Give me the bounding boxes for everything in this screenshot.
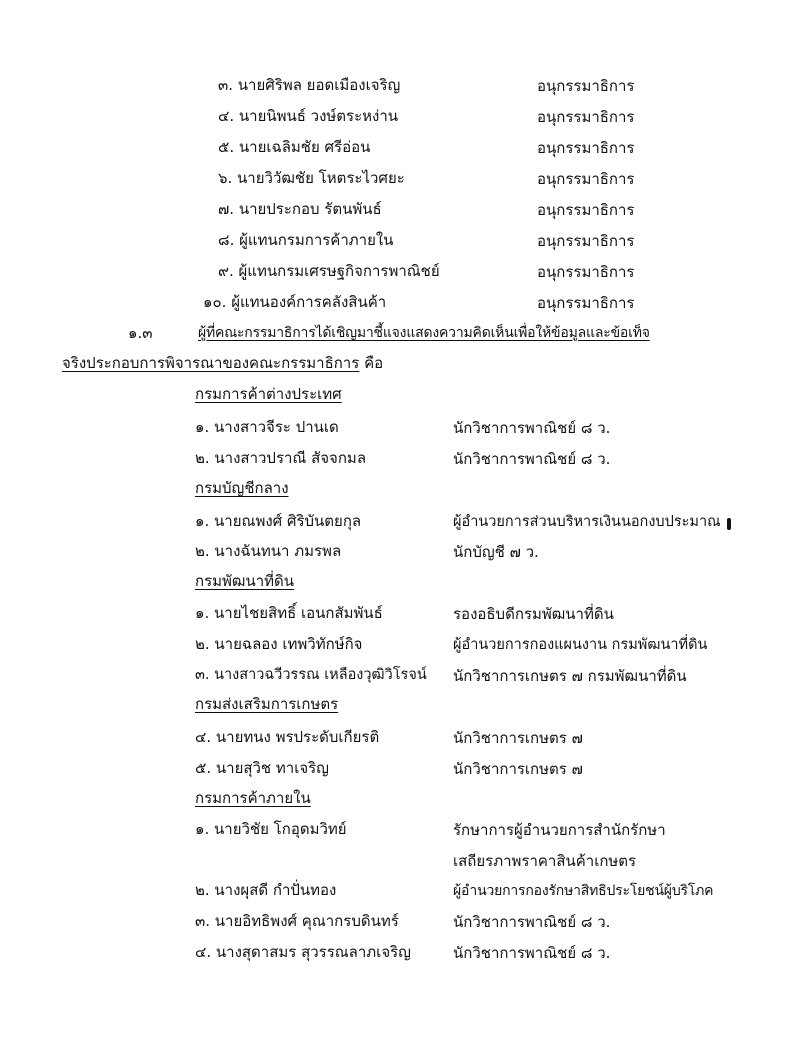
person-name: ๑. นายวิชัย โกอุดมวิทย์ xyxy=(195,820,347,838)
group-heading: กรมพัฒนาที่ดิน xyxy=(195,572,295,590)
committee-member-name: ๑๐. ผู้แทนองค์การคลังสินค้า xyxy=(203,293,387,311)
committee-member-name: ๘. ผู้แทนกรมการค้าภายใน xyxy=(218,231,394,249)
committee-member-name: ๔. นายนิพนธ์ วงษ์ตระหง่าน xyxy=(218,107,399,125)
committee-member-role: อนุกรรมาธิการ xyxy=(537,263,635,281)
committee-member-role: อนุกรรมาธิการ xyxy=(537,294,635,312)
person-position: นักวิชาการเกษตร ๗ xyxy=(453,760,583,778)
person-position-continued: เสถียรภาพราคาสินค้าเกษตร xyxy=(453,852,637,870)
person-name: ๔. นางสุดาสมร สุวรรณลาภเจริญ xyxy=(195,943,411,961)
person-name: ๒. นายฉลอง เทพวิทักษ์กิจ xyxy=(195,635,363,653)
person-position: นักวิชาการพาณิชย์ ๘ ว. xyxy=(453,944,611,962)
margin-mark xyxy=(727,518,731,530)
person-name: ๑. นายณพงศ์ ศิริบันตยกุล xyxy=(195,512,362,530)
person-name: ๕. นายสุวิช ทาเจริญ xyxy=(195,759,329,777)
person-name: ๓. นายอิทธิพงศ์ คุณากรบดินทร์ xyxy=(195,912,399,930)
committee-member-name: ๓. นายศิริพล ยอดเมืองเจริญ xyxy=(218,76,401,94)
section-number: ๑.๓ xyxy=(128,324,153,342)
person-position: นักวิชาการพาณิชย์ ๘ ว. xyxy=(453,419,611,437)
person-position: นักวิชาการพาณิชย์ ๘ ว. xyxy=(453,450,611,468)
committee-member-name: ๕. นายเฉลิมชัย ศรีอ่อน xyxy=(218,138,371,156)
section-heading-line2-underlined: จริงประกอบการพิจารณาของคณะกรรมาธิการ xyxy=(62,354,360,372)
person-position: นักวิชาการเกษตร ๗ xyxy=(453,729,583,747)
section-heading-line2-tail: คือ xyxy=(359,354,384,372)
committee-member-name: ๖. นายวิวัฒชัย โหตระไวศยะ xyxy=(218,169,405,187)
person-position: ผู้อำนวยการส่วนบริหารเงินนอกงบประมาณ xyxy=(453,514,721,530)
committee-member-role: อนุกรรมาธิการ xyxy=(537,77,635,95)
committee-member-role: อนุกรรมาธิการ xyxy=(537,201,635,219)
person-name: ๒. นางผุสดี กำปั่นทอง xyxy=(195,881,337,899)
person-name: ๒. นางฉันทนา ภมรพล xyxy=(195,542,342,560)
committee-member-role: อนุกรรมาธิการ xyxy=(537,108,635,126)
person-position: นักวิชาการพาณิชย์ ๘ ว. xyxy=(453,913,611,931)
person-name: ๒. นางสาวปราณี สัจจกมล xyxy=(195,449,367,467)
group-heading: กรมส่งเสริมการเกษตร xyxy=(195,695,339,713)
group-heading: กรมการค้าภายใน xyxy=(195,789,311,807)
committee-member-role: อนุกรรมาธิการ xyxy=(537,139,635,157)
person-position: นักวิชาการเกษตร ๗ กรมพัฒนาที่ดิน xyxy=(453,667,687,685)
person-position: รองอธิบดีกรมพัฒนาที่ดิน xyxy=(453,605,614,623)
group-heading: กรมบัญชีกลาง xyxy=(195,479,289,497)
committee-member-role: อนุกรรมาธิการ xyxy=(537,232,635,250)
person-name: ๑. นายไชยสิทธิ์ เอนกสัมพันธ์ xyxy=(195,604,383,622)
person-position: นักบัญชี ๗ ว. xyxy=(453,543,539,561)
person-position: ผู้อำนวยการกองแผนงาน กรมพัฒนาที่ดิน xyxy=(453,637,708,653)
person-position: รักษาการผู้อำนวยการสำนักรักษา xyxy=(453,821,666,839)
person-position: ผู้อำนวยการกองรักษาสิทธิประโยชน์ผู้บริโภค xyxy=(453,883,714,899)
person-name: ๑. นางสาวจีระ ปานเด xyxy=(195,418,339,436)
person-name: ๔. นายทนง พรประดับเกียรติ xyxy=(195,728,380,746)
committee-member-name: ๗. นายประกอบ รัตนพันธ์ xyxy=(218,200,382,218)
committee-member-role: อนุกรรมาธิการ xyxy=(537,170,635,188)
section-heading-line2 xyxy=(62,353,383,373)
group-heading: กรมการค้าต่างประเทศ xyxy=(195,385,342,403)
committee-member-name: ๙. ผู้แทนกรมเศรษฐกิจการพาณิชย์ xyxy=(218,262,440,280)
person-name: ๓. นางสาวฉวีวรรณ เหลืองวุฒิวิโรจน์ xyxy=(195,667,427,683)
section-heading-line1: ผู้ที่คณะกรรมาธิการได้เชิญมาชี้แจงแสดงความคิดเห็นเพื่อให้ข้อมูลและข้อเท็จ xyxy=(198,325,650,341)
